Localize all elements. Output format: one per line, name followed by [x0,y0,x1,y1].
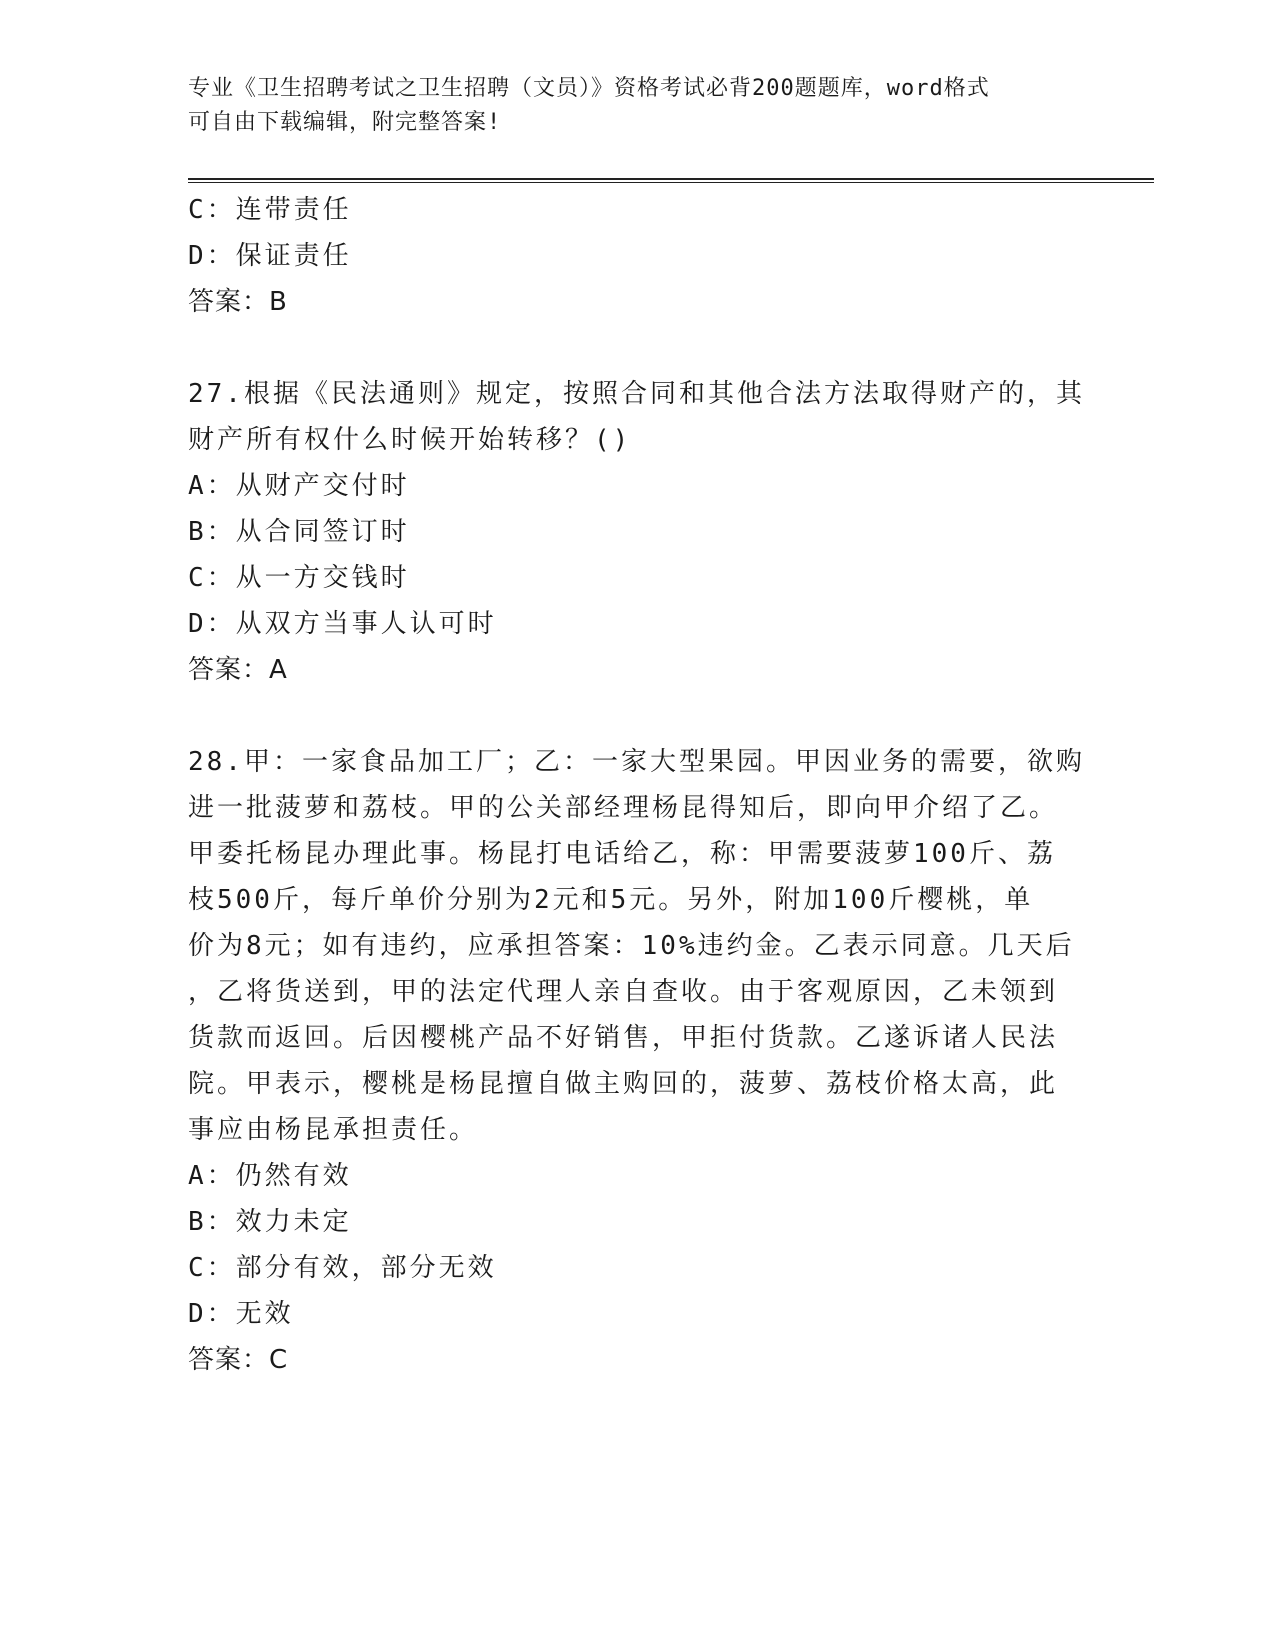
q28-stem-line: 事应由杨昆承担责任。 [188,1115,479,1145]
q26-option-d: D：保证责任 [188,241,352,271]
q28-answer: 答案：C [188,1345,289,1375]
header-line-1: 专业《卫生招聘考试之卫生招聘（文员）》资格考试必背200题题库，word格式 [188,76,990,101]
q28-stem-line: ，乙将货送到，甲的法定代理人亲自查收。由于客观原因，乙未领到 [188,977,1059,1007]
q27-answer: 答案：A [188,655,288,685]
q27-option-b: B：从合同签订时 [188,517,410,547]
q27-option-c: C：从一方交钱时 [188,563,410,593]
q28-option-d: D：无效 [188,1299,294,1329]
q27-stem-line-2: 财产所有权什么时候开始转移？() [188,425,632,455]
header-divider [188,178,1154,183]
header-line-2: 可自由下载编辑，附完整答案! [188,110,502,135]
q28-stem-line: 院。甲表示，樱桃是杨昆擅自做主购回的，菠萝、荔枝价格太高，此 [188,1069,1059,1099]
q27-option-a: A：从财产交付时 [188,471,410,501]
q27-stem-line-1: 27.根据《民法通则》规定，按照合同和其他合法方法取得财产的，其 [188,379,1085,409]
q28-stem-line: 28.甲：一家食品加工厂；乙：一家大型果园。甲因业务的需要，欲购 [188,747,1085,777]
spacer [188,693,1088,739]
q26-answer: 答案：B [188,287,288,317]
q27-option-d: D：从双方当事人认可时 [188,609,497,639]
q28-stem-line: 甲委托杨昆办理此事。杨昆打电话给乙，称：甲需要菠萝100斤、荔 [188,839,1056,869]
q28-option-c: C：部分有效，部分无效 [188,1253,497,1283]
q28-stem-line: 进一批菠萝和荔枝。甲的公关部经理杨昆得知后，即向甲介绍了乙。 [188,793,1059,823]
q28-stem-line: 价为8元；如有违约，应承担答案：10%违约金。乙表示同意。几天后 [188,931,1075,961]
q28-option-b: B：效力未定 [188,1207,352,1237]
q28-option-a: A：仍然有效 [188,1161,352,1191]
document-header [188,72,1088,140]
q26-option-c: C：连带责任 [188,195,352,225]
q28-stem-line: 货款而返回。后因樱桃产品不好销售，甲拒付货款。乙遂诉诸人民法 [188,1023,1059,1053]
q28-stem-line: 枝500斤，每斤单价分别为2元和5元。另外，附加100斤樱桃，单 [188,885,1034,915]
document-body [188,187,1088,1383]
spacer [188,325,1088,371]
